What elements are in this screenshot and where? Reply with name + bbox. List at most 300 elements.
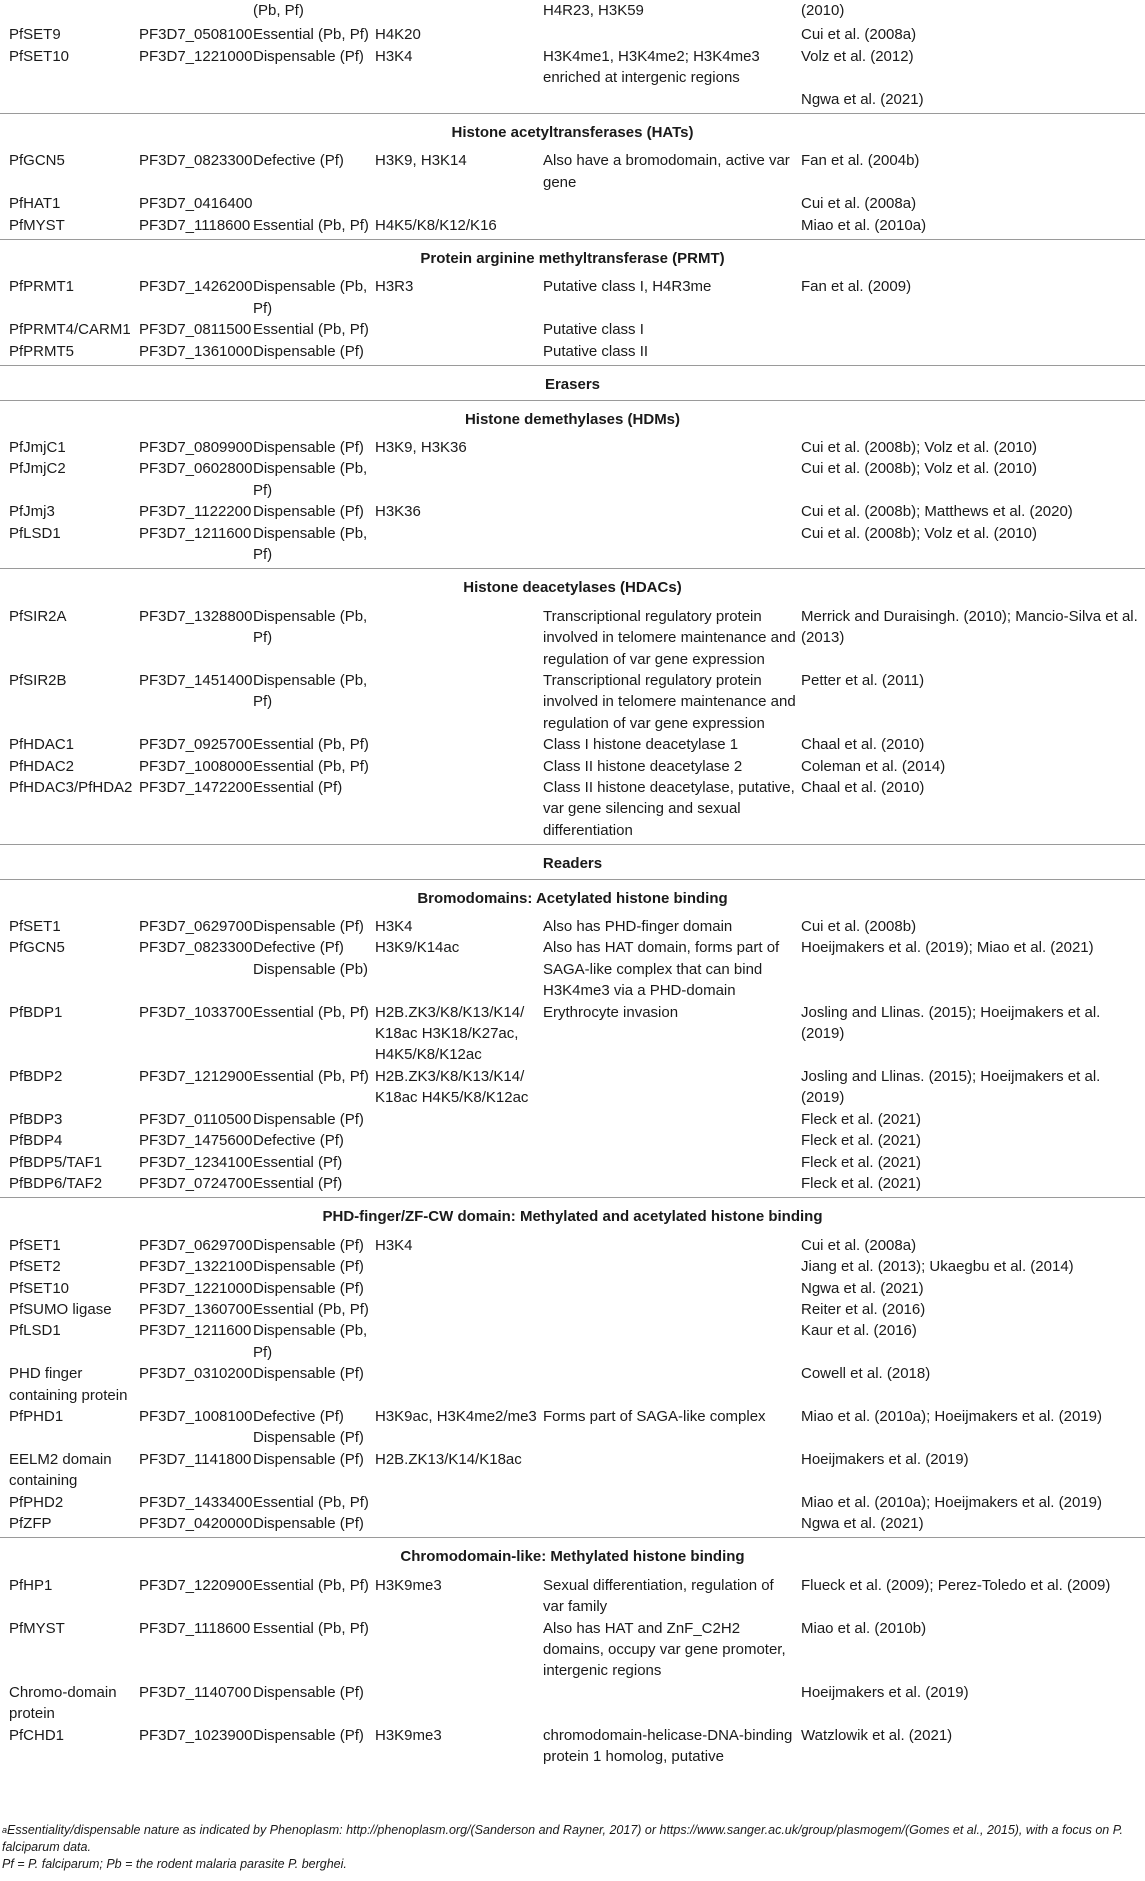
cell-essentiality: Defective (Pf): [253, 152, 344, 170]
cell-histone-target: [375, 523, 543, 569]
table-row: [0, 1002, 1145, 1066]
cell-essentiality: Essential (Pb, Pf): [253, 1493, 369, 1511]
cell-essentiality: Dispensable (Pb, Pf): [253, 460, 368, 499]
cell-essentiality: Essential (Pb, Pf): [253, 216, 369, 234]
cell-reference: Hoeijmakers et al. (2019); Miao et al. (2021): [801, 939, 1094, 957]
section-title: PHD-finger/ZF-CW domain: Methylated and acetylated histone binding: [0, 1198, 1145, 1232]
cell-histone-target: [375, 193, 543, 214]
table-row: [0, 1256, 1145, 1277]
cell-gene-id: PF3D7_1211600: [139, 1322, 252, 1340]
cell-protein-name: PfBDP3: [9, 1110, 63, 1128]
cell-histone-target: [375, 1152, 543, 1173]
footnote-text: Essentiality/dispensable nature as indicated by Phenoplasm: http://phenoplasm.org/(Sanderson and Rayner, 2017) or https://www.sanger.ac.uk/group/plasmogem/(Gomes et al., 2015), with a focus on P. falciparum data.: [2, 1823, 1123, 1854]
cell-gene-id: PF3D7_0416400: [139, 195, 253, 213]
section-title: Histone demethylases (HDMs): [0, 400, 1145, 434]
cell-essentiality: Dispensable (Pf): [253, 1110, 364, 1128]
table-row-continued: [0, 0, 1145, 21]
cell-histone-target: H3K4: [375, 918, 413, 936]
cell-function-note: [543, 501, 801, 522]
cell-essentiality: [253, 193, 375, 214]
cell-gene-id: PF3D7_0629700: [139, 1236, 253, 1254]
cell-function-note: Class I histone deacetylase 1: [543, 736, 739, 754]
cell-essentiality: Dispensable (Pb, Pf): [253, 607, 368, 647]
cell-essentiality: Dispensable (Pf): [253, 1365, 364, 1383]
cell-function-note: Putative class II: [543, 342, 649, 360]
cell-function-note: Putative class I, H4R3me: [543, 278, 712, 296]
cell-gene-id: PF3D7_1118600: [139, 1619, 251, 1637]
cell-protein-name: PfHDAC2: [9, 757, 75, 775]
cell-function-note: [543, 215, 801, 240]
cell-essentiality: Defective (Pf) Dispensable (Pb): [253, 939, 369, 978]
table-row: [0, 501, 1145, 522]
table-row: [0, 1513, 1145, 1538]
cell-reference: Merrick and Duraisingh. (2010); Mancio-Silva et al. (2013): [801, 607, 1138, 647]
table-row: [0, 215, 1145, 240]
section-title: Erasers: [0, 366, 1145, 400]
cell-reference: Hoeijmakers et al. (2019): [801, 1683, 969, 1701]
cell-essentiality: Essential (Pb, Pf): [253, 1300, 369, 1318]
cell-histone-target: H3K9ac, H3K4me2/me3: [375, 1407, 537, 1425]
cell-reference: Cui et al. (2008b); Volz et al. (2010): [801, 524, 1037, 542]
cell-histone-target: H3K4: [375, 1236, 413, 1254]
cell-gene-id: PF3D7_1221000: [139, 1279, 253, 1297]
cell-essentiality: Essential (Pf): [253, 1174, 343, 1192]
table-row: [0, 1109, 1145, 1130]
cell-function-note: Transcriptional regulatory protein involved in telomere maintenance and regulation of var gene expression: [543, 671, 796, 732]
cell-essentiality: Essential (Pb, Pf): [253, 26, 369, 44]
cell-essentiality: Essential (Pf): [253, 779, 343, 796]
cell-histone-target: H4K5/K8/K12/K16: [375, 216, 497, 234]
cell-histone-target: H3K9, H3K36: [375, 438, 467, 456]
cell-protein-name: PfCHD1: [9, 1726, 65, 1744]
cell-histone-target: [375, 1363, 543, 1406]
cell-essentiality: Dispensable (Pb, Pf): [253, 524, 368, 563]
table-row: [0, 1152, 1145, 1173]
cell-gene-id: PF3D7_1212900: [139, 1067, 253, 1085]
cell-essentiality: Dispensable (Pb, Pf): [253, 278, 368, 317]
cell-protein-name: PfMYST: [9, 1619, 65, 1637]
cell-essentiality: Essential (Pb, Pf): [253, 757, 369, 775]
cell-function-note: Transcriptional regulatory protein involved in telomere maintenance and regulation of var gene expression: [543, 607, 796, 668]
footnote-essentiality: [2, 1822, 1145, 1856]
cell-function-note: [543, 1449, 801, 1492]
footnote-mark: a: [2, 1825, 8, 1835]
cell-function-note: [543, 523, 801, 569]
cell-protein-name: PfSET2: [9, 1258, 61, 1276]
table-row: [0, 1449, 1145, 1492]
cell-function-note: [543, 1109, 801, 1130]
cell-gene-id: PF3D7_0629700: [139, 918, 253, 936]
cell-protein-name: PfBDP4: [9, 1132, 63, 1150]
cell-histone-target: H2B.ZK3/K8/K13/K14/ K18ac H3K18/K27ac, H4K5/K8/K12ac: [375, 1003, 525, 1064]
cell-gene-id: [139, 0, 253, 21]
cell-gene-id: PF3D7_1033700: [139, 1003, 253, 1021]
section-title: Readers: [0, 845, 1145, 879]
cell-function-note: [543, 21, 801, 45]
cell-reference: Josling and Llinas. (2015); Hoeijmakers et al. (2019): [801, 1003, 1101, 1043]
cell-gene-id: PF3D7_0602800: [139, 460, 253, 478]
cell-gene-id: PF3D7_1234100: [139, 1153, 253, 1171]
cell-protein-name: PfPRMT4/CARM1: [9, 321, 131, 339]
cell-reference: Fan et al. (2004b): [801, 152, 920, 170]
table-row: [0, 756, 1145, 777]
cell-essentiality: Dispensable (Pf): [253, 47, 364, 65]
cell-gene-id: PF3D7_1475600: [139, 1132, 253, 1150]
cell-protein-name: PfPRMT5: [9, 342, 75, 360]
cell-essentiality: Essential (Pb, Pf): [253, 1619, 369, 1637]
section-header: [0, 240, 1145, 274]
cell-reference: Fan et al. (2009): [801, 278, 912, 296]
cell-reference: Reiter et al. (2016): [801, 1300, 926, 1318]
cell-essentiality: Dispensable (Pf): [253, 503, 364, 521]
cell-essentiality: Essential (Pb, Pf): [253, 1576, 369, 1594]
cell-protein-name: PfJmj3: [9, 503, 55, 521]
cell-gene-id: PF3D7_1008000: [139, 757, 253, 775]
cell-protein-name: PfSUMO ligase: [9, 1300, 112, 1318]
cell-reference: Cui et al. (2008b); Matthews et al. (2020): [801, 503, 1073, 521]
cell-function-note: [543, 1682, 801, 1725]
table-row: [0, 21, 1145, 45]
cell-function-note: Also has HAT and ZnF_C2H2 domains, occupy var gene promoter, intergenic regions: [543, 1619, 786, 1680]
cell-function-note: H4R23, H3K59: [543, 2, 644, 19]
table-row: [0, 1363, 1145, 1406]
table-row: [0, 319, 1145, 340]
cell-protein-name: PfSIR2A: [9, 607, 67, 625]
cell-reference: (2010): [801, 2, 845, 19]
section-header: [0, 366, 1145, 400]
cell-essentiality: Dispensable (Pf): [253, 1726, 364, 1744]
cell-function-note: Erythrocyte invasion: [543, 1003, 679, 1021]
table-row: [0, 1130, 1145, 1151]
cell-gene-id: PF3D7_0110500: [139, 1110, 252, 1128]
cell-function-note: [543, 1256, 801, 1277]
cell-protein-name: [0, 0, 139, 21]
table-row: [0, 1618, 1145, 1682]
cell-function-note: Also have a bromodomain, active var gene: [543, 152, 790, 191]
table-row: [0, 193, 1145, 214]
cell-reference: Cui et al. (2008b): [801, 918, 917, 936]
cell-histone-target: H4K20: [375, 26, 421, 44]
cell-reference: Miao et al. (2010a); Hoeijmakers et al. (2019): [801, 1407, 1102, 1425]
cell-essentiality: Dispensable (Pf): [253, 1450, 364, 1468]
cell-essentiality: Defective (Pf): [253, 1132, 344, 1150]
cell-function-note: [543, 1363, 801, 1406]
cell-protein-name: PfSET1: [9, 1236, 61, 1254]
section-header: [0, 879, 1145, 913]
cell-reference: Fleck et al. (2021): [801, 1110, 922, 1128]
cell-essentiality: Defective (Pf) Dispensable (Pf): [253, 1407, 364, 1447]
cell-gene-id: PF3D7_1328800: [139, 607, 253, 625]
cell-gene-id: PF3D7_1433400: [139, 1493, 253, 1511]
cell-reference: Cui et al. (2008b); Volz et al. (2010): [801, 438, 1037, 456]
section-header: [0, 569, 1145, 603]
cell-gene-id: PF3D7_1141800: [139, 1450, 252, 1468]
cell-reference: Miao et al. (2010b): [801, 1619, 927, 1637]
cell-reference: Petter et al. (2011): [801, 671, 925, 689]
cell-protein-name: PfHAT1: [9, 195, 61, 213]
table-row: [0, 46, 1145, 114]
section-title: Chromodomain-like: Methylated histone binding: [0, 1538, 1145, 1572]
cell-protein-name: PfZFP: [9, 1515, 52, 1532]
cell-reference: [801, 319, 1145, 340]
cell-function-note: Sexual differentiation, regulation of var family: [543, 1576, 774, 1616]
cell-essentiality: (Pb, Pf): [253, 2, 304, 19]
table-row: [0, 1066, 1145, 1109]
cell-histone-target: H3K9/K14ac: [375, 939, 460, 957]
cell-histone-target: H3K36: [375, 503, 421, 521]
cell-histone-target: [375, 1492, 543, 1513]
section-header: [0, 114, 1145, 148]
cell-essentiality: Essential (Pb, Pf): [253, 1003, 369, 1021]
cell-essentiality: Dispensable (Pb, Pf): [253, 1322, 368, 1361]
cell-function-note: [543, 1152, 801, 1173]
cell-reference: Fleck et al. (2021): [801, 1132, 922, 1150]
cell-essentiality: Essential (Pb, Pf): [253, 321, 369, 339]
cell-function-note: Class II histone deacetylase 2: [543, 757, 743, 775]
cell-histone-target: [375, 1618, 543, 1682]
cell-reference: Cui et al. (2008a): [801, 1236, 917, 1254]
cell-histone-target: [375, 1109, 543, 1130]
cell-function-note: [543, 193, 801, 214]
cell-gene-id: PF3D7_0508100: [139, 26, 253, 44]
cell-function-note: Also has HAT domain, forms part of SAGA-like complex that can bind H3K4me3 via a PHD-domain: [543, 939, 780, 1000]
section-header: [0, 845, 1145, 879]
table-row: [0, 1725, 1145, 1771]
cell-protein-name: PfGCN5: [9, 152, 65, 170]
section-title: Bromodomains: Acetylated histone binding: [0, 879, 1145, 913]
cell-reference: Chaal et al. (2010): [801, 736, 925, 754]
cell-protein-name: PfBDP2: [9, 1067, 63, 1085]
cell-function-note: chromodomain-helicase-DNA-binding protein 1 homolog, putative: [543, 1726, 793, 1766]
cell-gene-id: PF3D7_0310200: [139, 1365, 253, 1383]
cell-essentiality: Dispensable (Pf): [253, 342, 364, 360]
table-row: [0, 1682, 1145, 1725]
cell-histone-target: [375, 1130, 543, 1151]
cell-protein-name: PfBDP1: [9, 1003, 63, 1021]
cell-function-note: Forms part of SAGA-like complex: [543, 1407, 766, 1425]
cell-essentiality: Dispensable (Pf): [253, 1279, 364, 1297]
cell-reference: Hoeijmakers et al. (2019): [801, 1450, 969, 1468]
cell-histone-target: [375, 341, 543, 366]
cell-function-note: Class II histone deacetylase, putative, var gene silencing and sexual differentiation: [543, 779, 795, 839]
cell-reference: Ngwa et al. (2021): [801, 1279, 924, 1297]
cell-histone-target: H3K4: [375, 47, 413, 65]
cell-essentiality: Essential (Pb, Pf): [253, 736, 369, 754]
table-row: [0, 1278, 1145, 1299]
cell-function-note: [543, 1492, 801, 1513]
cell-histone-target: [375, 1513, 543, 1538]
table-row: [0, 147, 1145, 193]
table-row: [0, 1406, 1145, 1449]
cell-reference: Cui et al. (2008a): [801, 26, 917, 44]
cell-protein-name: PfBDP5/TAF1: [9, 1153, 103, 1171]
section-header: [0, 1538, 1145, 1572]
cell-protein-name: PfHP1: [9, 1576, 53, 1594]
table-row: [0, 1492, 1145, 1513]
cell-function-note: [543, 434, 801, 458]
cell-histone-target: [375, 0, 543, 21]
cell-function-note: [543, 1320, 801, 1363]
cell-essentiality: Essential (Pb, Pf): [253, 1067, 369, 1085]
section-title: Protein arginine methyltransferase (PRMT): [0, 240, 1145, 274]
cell-reference: Jiang et al. (2013); Ukaegbu et al. (2014): [801, 1258, 1074, 1276]
cell-function-note: [543, 1066, 801, 1109]
cell-protein-name: Chromo-domain protein: [9, 1683, 117, 1723]
cell-reference: Chaal et al. (2010): [801, 779, 925, 796]
cell-gene-id: PF3D7_0925700: [139, 736, 253, 754]
cell-protein-name: PfBDP6/TAF2: [9, 1174, 103, 1192]
cell-reference: Josling and Llinas. (2015); Hoeijmakers et al. (2019): [801, 1067, 1101, 1107]
cell-function-note: [543, 1173, 801, 1198]
table-row: [0, 937, 1145, 1001]
cell-gene-id: PF3D7_1220900: [139, 1576, 253, 1594]
cell-histone-target: H2B.ZK13/K14/K18ac: [375, 1450, 522, 1468]
cell-gene-id: PF3D7_1140700: [139, 1683, 252, 1701]
cell-function-note: [543, 1278, 801, 1299]
cell-histone-target: [375, 734, 543, 755]
cell-gene-id: PF3D7_0809900: [139, 438, 253, 456]
table-row: [0, 458, 1145, 501]
cell-protein-name: PfPHD1: [9, 1407, 64, 1425]
table-footnotes: [0, 1822, 1145, 1873]
cell-essentiality: Dispensable (Pb, Pf): [253, 671, 368, 711]
cell-protein-name: PfSET9: [9, 26, 61, 44]
cell-gene-id: PF3D7_1118600: [139, 216, 251, 234]
cell-function-note: [543, 1232, 801, 1256]
cell-essentiality: Dispensable (Pf): [253, 918, 364, 936]
cell-gene-id: PF3D7_1361000: [139, 342, 253, 360]
table-row: [0, 1572, 1145, 1618]
table-row: [0, 603, 1145, 670]
cell-histone-target: [375, 603, 543, 670]
table-row: [0, 734, 1145, 755]
table-row: [0, 434, 1145, 458]
cell-reference: Miao et al. (2010a); Hoeijmakers et al. (2019): [801, 1493, 1102, 1511]
cell-reference: Cui et al. (2008a): [801, 195, 917, 213]
section-header: [0, 400, 1145, 434]
table-row: [0, 523, 1145, 569]
cell-reference: Cowell et al. (2018): [801, 1365, 931, 1383]
cell-essentiality: Dispensable (Pf): [253, 438, 364, 456]
cell-function-note: Putative class I: [543, 321, 644, 339]
cell-histone-target: [375, 1173, 543, 1198]
cell-gene-id: PF3D7_0823300: [139, 152, 253, 170]
cell-protein-name: PfHDAC1: [9, 736, 75, 754]
cell-essentiality: Dispensable (Pf): [253, 1236, 364, 1254]
cell-gene-id: PF3D7_1426200: [139, 278, 253, 296]
table-row: [0, 1299, 1145, 1320]
cell-reference: [801, 341, 1145, 366]
cell-histone-target: [375, 1682, 543, 1725]
cell-protein-name: PfMYST: [9, 216, 65, 234]
cell-function-note: [543, 1513, 801, 1538]
table-row: [0, 670, 1145, 734]
cell-protein-name: EELM2 domain containing: [9, 1450, 112, 1490]
cell-histone-target: [375, 1256, 543, 1277]
cell-histone-target: H3K9me3: [375, 1576, 442, 1594]
cell-gene-id: PF3D7_1472200: [139, 779, 253, 796]
cell-reference: Watzlowik et al. (2021): [801, 1726, 953, 1744]
table-row: [0, 341, 1145, 366]
cell-protein-name: PfPRMT1: [9, 278, 75, 296]
cell-histone-target: [375, 319, 543, 340]
table-row: [0, 913, 1145, 937]
cell-protein-name: PfLSD1: [9, 524, 61, 542]
cell-histone-target: H3K9me3: [375, 1726, 442, 1744]
cell-gene-id: PF3D7_0724700: [139, 1174, 253, 1192]
cell-protein-name: PfJmjC2: [9, 460, 66, 478]
cell-protein-name: PfGCN5: [9, 939, 65, 957]
cell-protein-name: PfSET1: [9, 918, 61, 936]
cell-reference: Cui et al. (2008b); Volz et al. (2010): [801, 460, 1037, 478]
cell-reference: Fleck et al. (2021): [801, 1174, 922, 1192]
cell-reference: Kaur et al. (2016): [801, 1322, 917, 1340]
cell-reference: Miao et al. (2010a): [801, 216, 927, 234]
cell-protein-name: PfHDAC3/PfHDA2: [9, 779, 133, 796]
cell-histone-target: [375, 1320, 543, 1363]
cell-histone-target: [375, 458, 543, 501]
table-row: [0, 1173, 1145, 1198]
cell-function-note: [543, 1299, 801, 1320]
cell-histone-target: H2B.ZK3/K8/K13/K14/ K18ac H4K5/K8/K12ac: [375, 1067, 529, 1107]
cell-histone-target: [375, 756, 543, 777]
table-row: [0, 1232, 1145, 1256]
cell-gene-id: PF3D7_1360700: [139, 1300, 253, 1318]
section-title: Histone deacetylases (HDACs): [0, 569, 1145, 603]
cell-gene-id: PF3D7_1221000: [139, 47, 253, 65]
cell-essentiality: Essential (Pf): [253, 1153, 343, 1171]
cell-function-note: H3K4me1, H3K4me2; H3K4me3 enriched at intergenic regions: [543, 47, 760, 87]
cell-essentiality: Dispensable (Pf): [253, 1258, 364, 1276]
cell-gene-id: PF3D7_1451400: [139, 671, 253, 689]
cell-reference: Flueck et al. (2009); Perez-Toledo et al. (2009): [801, 1576, 1111, 1594]
cell-gene-id: PF3D7_1008100: [139, 1407, 253, 1425]
cell-histone-target: [375, 1299, 543, 1320]
cell-gene-id: PF3D7_1322100: [139, 1258, 253, 1276]
cell-reference: Coleman et al. (2014): [801, 757, 946, 775]
cell-histone-target: [375, 1278, 543, 1299]
cell-histone-target: H3R3: [375, 278, 414, 296]
cell-reference: Ngwa et al. (2021): [801, 1515, 924, 1532]
table-row: [0, 777, 1145, 845]
cell-protein-name: PfSET10: [9, 47, 70, 65]
cell-gene-id: PF3D7_0420000: [139, 1515, 253, 1532]
cell-gene-id: PF3D7_1023900: [139, 1726, 253, 1744]
table-row: [0, 1320, 1145, 1363]
cell-histone-target: [375, 777, 543, 845]
cell-function-note: [543, 1130, 801, 1151]
cell-protein-name: PfSET10: [9, 1279, 70, 1297]
cell-protein-name: PfSIR2B: [9, 671, 67, 689]
cell-essentiality: Dispensable (Pf): [253, 1683, 364, 1701]
cell-histone-target: [375, 670, 543, 734]
cell-essentiality: Dispensable (Pf): [253, 1515, 364, 1532]
cell-function-note: Also has PHD-finger domain: [543, 918, 733, 936]
cell-reference: Fleck et al. (2021): [801, 1153, 922, 1171]
footnote-abbreviations: Pf = P. falciparum; Pb = the rodent malaria parasite P. berghei.: [2, 1857, 347, 1871]
section-title: Histone acetyltransferases (HATs): [0, 114, 1145, 148]
cell-gene-id: PF3D7_0811500: [139, 321, 252, 339]
cell-gene-id: PF3D7_0823300: [139, 939, 253, 957]
cell-reference: Volz et al. (2012) Ngwa et al. (2021): [801, 47, 924, 108]
table-row: [0, 273, 1145, 319]
cell-protein-name: PHD finger containing protein: [9, 1365, 128, 1404]
cell-protein-name: PfPHD2: [9, 1493, 64, 1511]
section-header: [0, 1198, 1145, 1232]
cell-protein-name: PfLSD1: [9, 1322, 61, 1340]
cell-histone-target: H3K9, H3K14: [375, 152, 467, 170]
cell-gene-id: PF3D7_1122200: [139, 503, 252, 521]
